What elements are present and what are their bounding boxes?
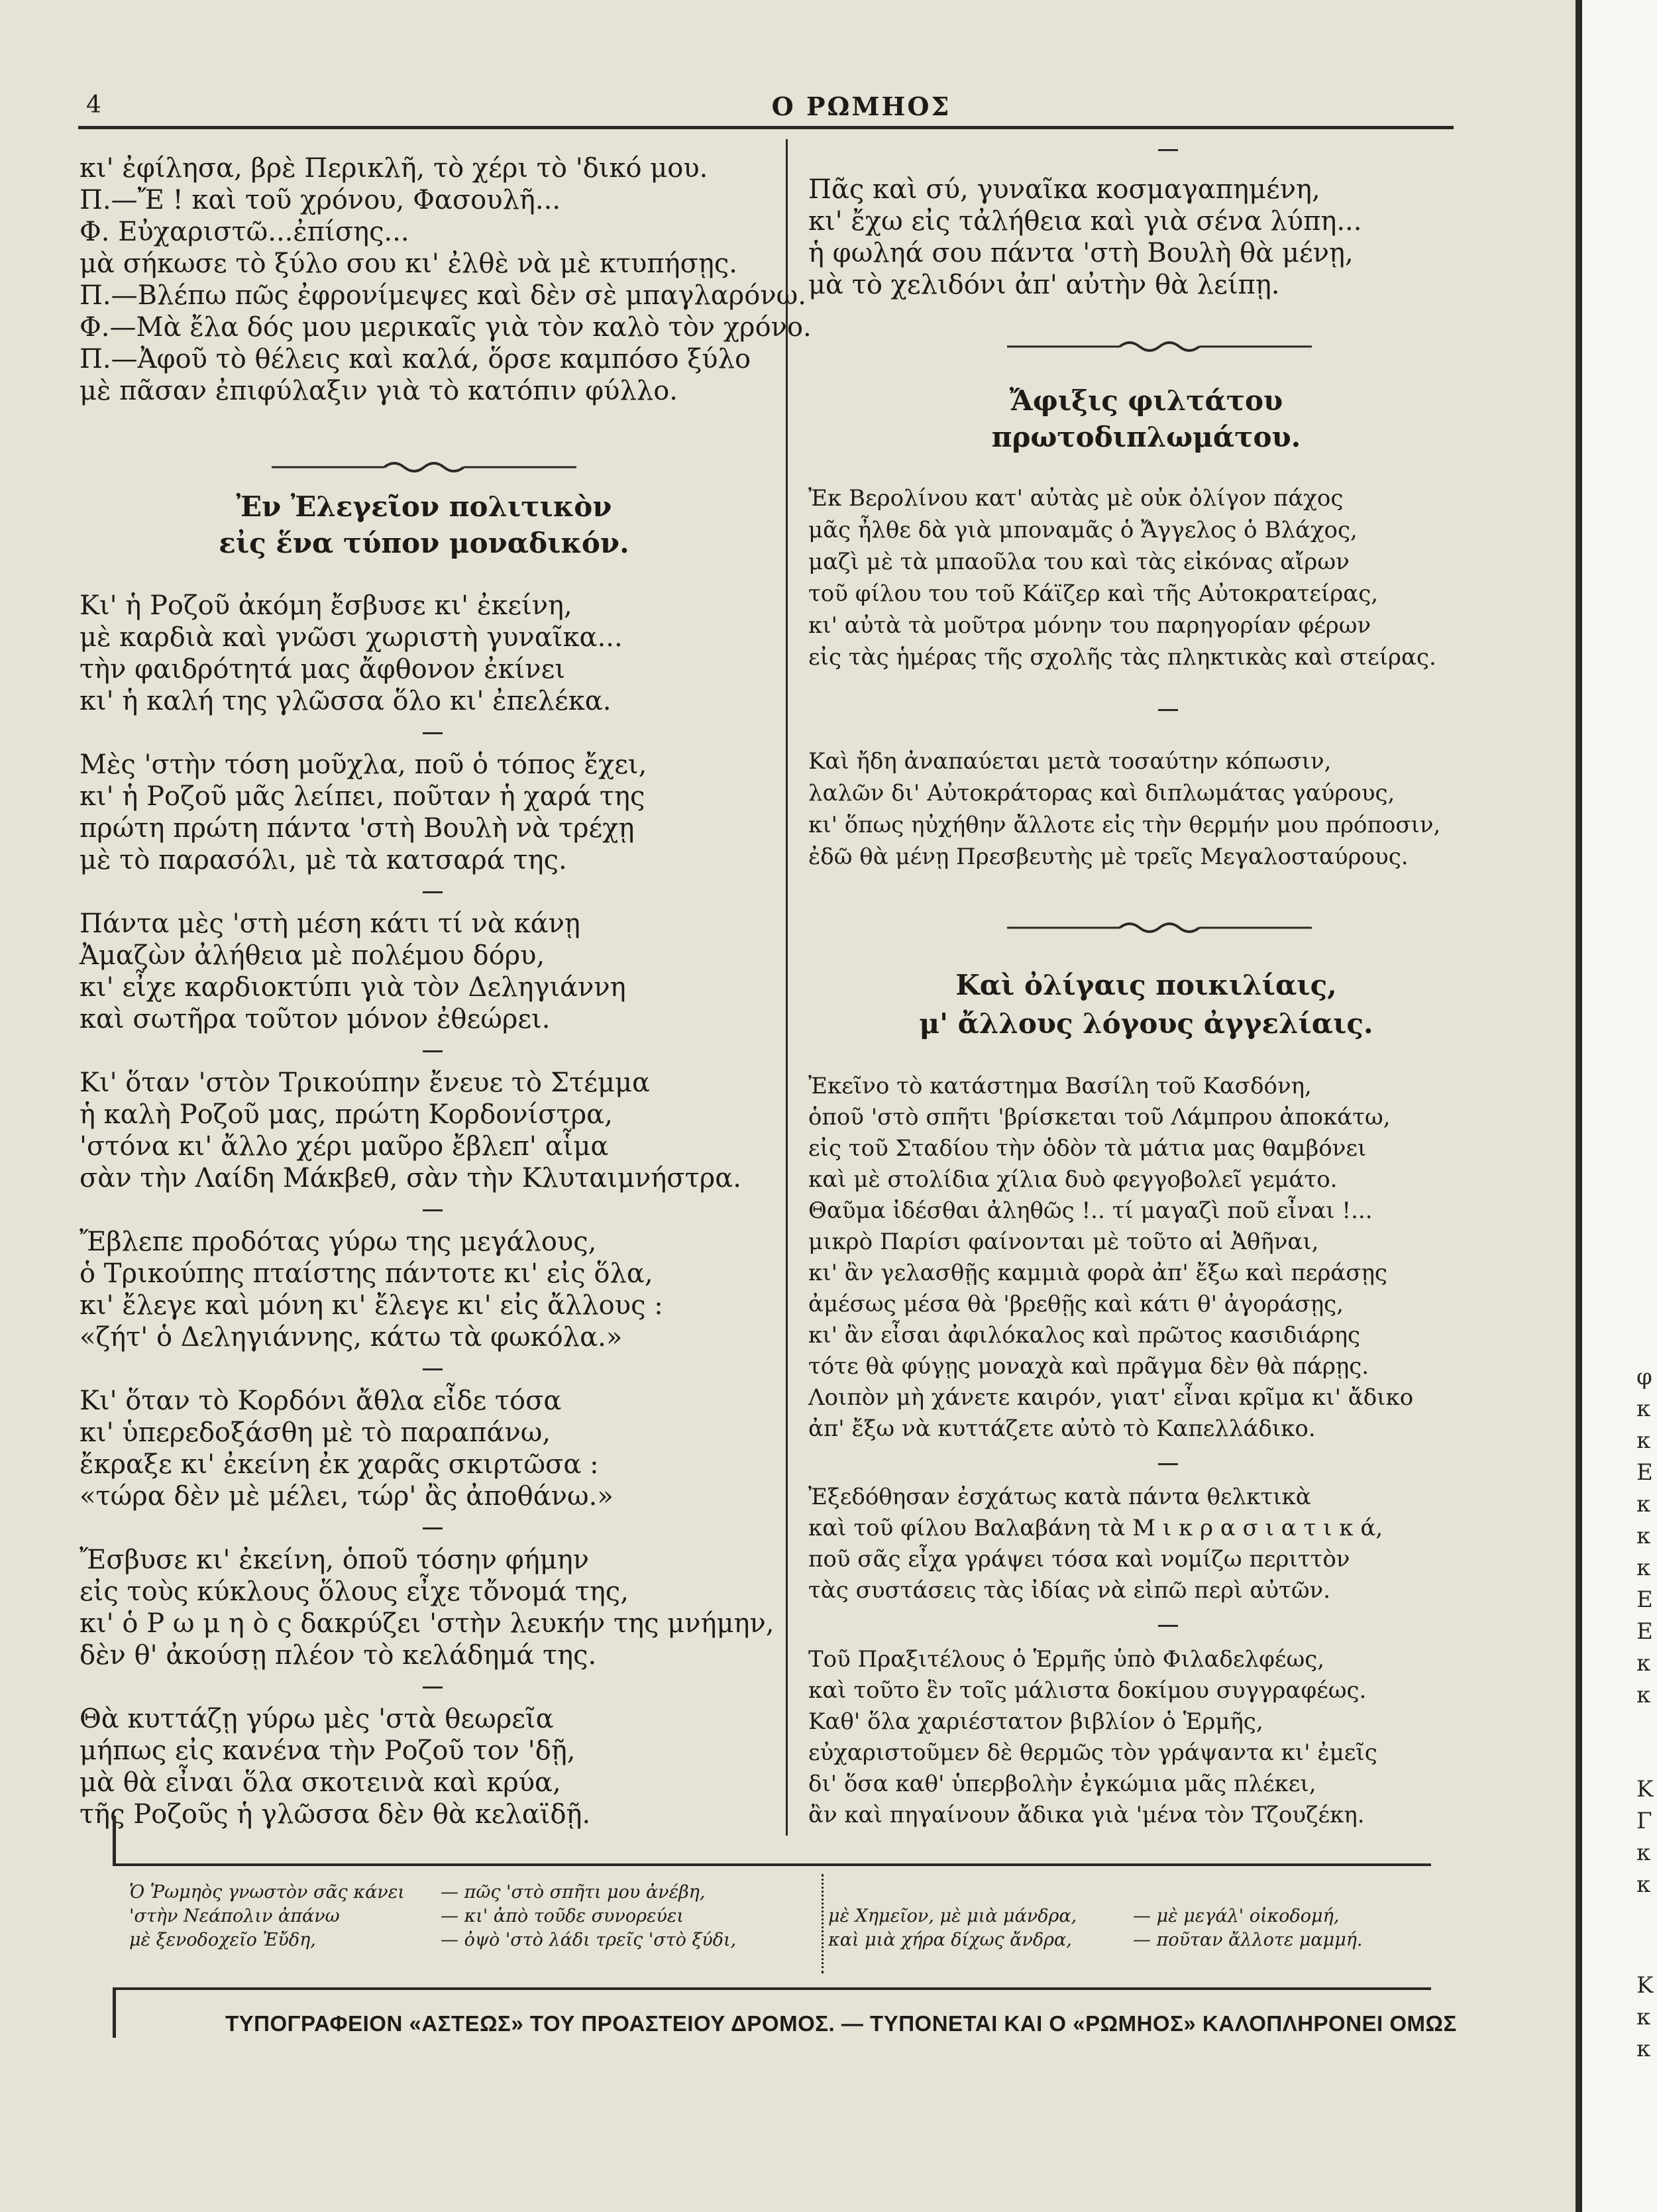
poem-line: λαλῶν δι' Αὐτοκράτορας καὶ διπλωμάτας γαύρους,: [808, 780, 1395, 806]
elegy-title: Ἐν Ἐλεγεῖον πολιτικὸν: [236, 490, 612, 523]
poem-line: Ἔβλεπε προδότας γύρω της μεγάλους,: [80, 1227, 597, 1257]
poem-line: Θὰ κυττάζῃ γύρω μὲς 'στὰ θεωρεῖα: [80, 1704, 554, 1734]
ornament-divider: [1007, 918, 1312, 938]
poem-line: καὶ σωτῆρα τοῦτον μόνον ἐθεώρει.: [80, 1004, 551, 1034]
stanza-dash: [423, 1368, 443, 1370]
footer-ad-line: — πῶς 'στὸ σπῆτι μου ἀνέβη,: [441, 1882, 706, 1903]
edge-letter: κ: [1636, 1555, 1651, 1581]
stanza-dash: [1158, 1463, 1178, 1465]
dialogue-line: κι' ἐφίλησα, βρὲ Περικλῆ, τὸ χέρι τὸ 'δικό μου.: [80, 153, 708, 184]
poem-line: κι' ἂν εἶσαι ἀφιλόκαλος καὶ πρῶτος κασιδιάρης: [808, 1322, 1361, 1349]
poem-line: μικρὸ Παρίσι φαίνονται μὲ τοῦτο αἱ Ἀθῆναι,: [808, 1229, 1319, 1255]
footer-ad-line: — ὀψὸ 'στὸ λάδι τρεῖς 'στὸ ξύδι,: [441, 1930, 737, 1950]
dialogue-line: Π.—Ἔ ! καὶ τοῦ χρόνου, Φασουλῆ...: [80, 185, 561, 215]
poem-line: καὶ τοῦτο ἓν τοῖς μάλιστα δοκίμου συγγραφέως.: [808, 1677, 1367, 1704]
edge-letter: φ: [1636, 1364, 1652, 1390]
poem-line: Κι' ὅταν τὸ Κορδόνι ἄθλα εἶδε τόσα: [80, 1386, 562, 1416]
poem-line: ἀπ' ἔξω νὰ κυττάζετε αὐτὸ τὸ Καπελλάδικο.: [808, 1415, 1316, 1442]
poem-line: τὴν φαιδρότητά μας ἄφθονον ἐκίνει: [80, 654, 566, 685]
edge-letter: Κ: [1636, 1776, 1654, 1802]
dialogue-line: μὰ σήκωσε τὸ ξύλο σου κι' ἐλθὲ νὰ μὲ κτυπήσῃς.: [80, 249, 737, 279]
poem-line: εἰς τοὺς κύκλους ὅλους εἶχε τὄνομά της,: [80, 1576, 629, 1607]
masthead: Ο ΡΩΜΗΟΣ: [771, 91, 951, 121]
footer-ad-line: μὲ Χημεῖον, μὲ μιὰ μάνδρα,: [828, 1906, 1077, 1926]
dialogue-line: Φ. Εὐχαριστῶ...ἐπίσης...: [80, 217, 409, 247]
poem-line: κι' ὁ Ρ ω μ η ὸ ς δακρύζει 'στὴν λευκήν της μνήμην,: [80, 1608, 775, 1639]
poem-line: Ἐξεδόθησαν ἐσχάτως κατὰ πάντα θελκτικὰ: [808, 1484, 1311, 1510]
poem-line: Λοιπὸν μὴ χάνετε καιρόν, γιατ' εἶναι κρῖμα κι' ἄδικο: [808, 1384, 1414, 1411]
poem-line: τοῦ φίλου του τοῦ Κάϊζερ καὶ τῆς Αὐτοκρατείρας,: [808, 581, 1379, 607]
poem-line: «ζήτ' ὁ Δεληγιάννης, κάτω τὰ φωκόλα.»: [80, 1322, 623, 1353]
poem-line: 'στόνα κι' ἄλλο χέρι μαῦρο ἔβλεπ' αἷμα: [80, 1131, 609, 1162]
stanza-dash: [423, 1687, 443, 1688]
stanza-dash: [423, 1209, 443, 1211]
poem-line: ὁ Τρικούπης πταίστης πάντοτε κι' εἰς ὅλα,: [80, 1258, 653, 1289]
poem-line: Πάντα μὲς 'στὴ μέση κάτι τί νὰ κάνῃ: [80, 909, 580, 939]
footer-ad-line: Ὁ Ῥωμηὸς γνωστὸν σᾶς κάνει: [129, 1882, 405, 1903]
poem-line: Καὶ ἤδη ἀναπαύεται μετὰ τοσαύτην κόπωσιν,: [808, 748, 1332, 775]
edge-letter: Κ: [1636, 1972, 1654, 1999]
printer-line: ΤΥΠΟΓΡΑΦΕΙΟΝ «ΑΣΤΕΩΣ» ΤΟΥ ΠΡΟΑΣΤΕΙΟΥ ΔΡΟΜΟΣ. — ΤΥΠΟΝΕΤΑΙ ΚΑΙ Ο «ΡΩΜΗΟΣ» ΚΑΛΟΠΛΗΡΟΝΕΙ ΟΜΩΣ: [225, 2011, 1457, 2036]
edge-letter: Ε: [1636, 1459, 1653, 1486]
footer-ad-line: — μὲ μεγάλ' οἰκοδομή,: [1133, 1906, 1340, 1926]
poem-line: ὁποῦ 'στὸ σπῆτι 'βρίσκεται τοῦ Λάμπρου ἀποκάτω,: [808, 1104, 1391, 1131]
poem-line: Θαῦμα ἰδέσθαι ἀληθῶς !.. τί μαγαζὶ ποῦ εἶναι !...: [808, 1197, 1373, 1224]
poem-line: ἐδῶ θὰ μένῃ Πρεσβευτὴς μὲ τρεῖς Μεγαλοσταύρους.: [808, 844, 1409, 870]
poem-line: Κι' ὅταν 'στὸν Τρικούπην ἔνευε τὸ Στέμμα: [80, 1068, 650, 1098]
poem-line: εὐχαριστοῦμεν δὲ θερμῶς τὸν γράψαντα κι' ἐμεῖς: [808, 1740, 1377, 1766]
edge-letter: κ: [1636, 2004, 1651, 2030]
poem-line: εἰς τὰς ἡμέρας τῆς σχολῆς τὰς πληκτικὰς καὶ στείρας.: [808, 644, 1436, 671]
poem-line: μὰ θὰ εἶναι ὅλα σκοτεινὰ καὶ κρύα,: [80, 1767, 561, 1798]
stanza-dash: [423, 732, 443, 734]
poem-line: κι' ἔλεγε καὶ μόνη κι' ἔλεγε κι' εἰς ἄλλους :: [80, 1290, 663, 1321]
header-rule: [78, 126, 1454, 129]
footer-ad-line: μὲ ξενοδοχεῖο Ἐὔδη,: [129, 1930, 316, 1950]
poem-line: σὰν τὴν Λαίδη Μάκβεθ, σὰν τὴν Κλυταιμνήστρα.: [80, 1163, 741, 1193]
ornament-divider: [1007, 337, 1312, 357]
poem-line: ἔκραξε κι' ἐκείνη ἐκ χαρᾶς σκιρτῶσα :: [80, 1449, 599, 1480]
column-rule: [786, 139, 788, 1836]
poem-line: δι' ὅσα καθ' ὑπερβολὴν ἐγκώμια μᾶς πλέκει,: [808, 1771, 1316, 1797]
arrival-title: Ἄφιξις φιλτάτου: [1009, 384, 1283, 417]
poem-line: μαζὶ μὲ τὰ μπαοῦλα του καὶ τὰς εἰκόνας αἴρων: [808, 549, 1350, 575]
poem-line: ἡ καλὴ Ροζοῦ μας, πρώτη Κορδονίστρα,: [80, 1099, 613, 1130]
stanza-dash: [1158, 149, 1178, 151]
page-number: 4: [86, 91, 101, 119]
poem-line: καὶ τοῦ φίλου Βαλαβάνη τὰ Μ ι κ ρ α σ ι α τ ι κ ά,: [808, 1515, 1383, 1541]
poem-line: κι' ἡ Ροζοῦ μᾶς λείπει, ποῦταν ἡ χαρά της: [80, 781, 645, 812]
announcements-title: Καὶ ὀλίγαις ποικιλίαις,: [955, 969, 1337, 1001]
footer-ad-line: — ποῦταν ἄλλοτε μαμμή.: [1133, 1930, 1363, 1950]
arrival-subtitle: πρωτοδιπλωμάτου.: [991, 421, 1301, 453]
edge-letter: κ: [1636, 1682, 1651, 1708]
poem-line: κι' ἔχω εἰς τἀλήθεια καὶ γιὰ σένα λύπη...: [808, 206, 1362, 237]
poem-line: Καθ' ὅλα χαριέστατον βιβλίον ὁ Ἑρμῆς,: [808, 1708, 1263, 1735]
ornament-divider: [272, 457, 576, 477]
poem-line: ἡ φωληά σου πάντα 'στὴ Βουλὴ θὰ μένῃ,: [808, 238, 1354, 268]
poem-line: πρώτη πρώτη πάντα 'στὴ Βουλὴ νὰ τρέχῃ: [80, 813, 635, 844]
poem-line: Πᾶς καὶ σύ, γυναῖκα κοσμαγαπημένη,: [808, 174, 1320, 205]
poem-line: κι' ὑπερεδοξάσθη μὲ τὸ παραπάνω,: [80, 1417, 551, 1448]
poem-line: ἂν καὶ πηγαίνουν ἄδικα γιὰ 'μένα τὸν Τζουζέκη.: [808, 1802, 1365, 1828]
announcements-subtitle: μ' ἄλλους λόγους ἀγγελίαις.: [919, 1007, 1373, 1040]
poem-line: δὲν θ' ἀκούσῃ πλέον τὸ κελάδημά της.: [80, 1640, 597, 1671]
poem-line: Κι' ἡ Ροζοῦ ἀκόμη ἔσβυσε κι' ἐκείνη,: [80, 590, 572, 621]
poem-line: κι' ὅπως ηὐχήθην ἄλλοτε εἰς τὴν θερμήν μου πρόποσιν,: [808, 812, 1441, 838]
poem-line: μήπως εἰς κανένα τὴν Ροζοῦ τον 'δῇ,: [80, 1736, 576, 1766]
edge-letter: κ: [1636, 1427, 1651, 1454]
poem-line: Ἔσβυσε κι' ἐκείνη, ὁποῦ τόσην φήμην: [80, 1545, 590, 1575]
footer-divider: [822, 1874, 824, 1973]
poem-line: κι' ἡ καλή της γλῶσσα ὅλο κι' ἐπελέκα.: [80, 686, 612, 716]
edge-letter: κ: [1636, 2036, 1651, 2062]
dialogue-line: Φ.—Μὰ ἔλα δός μου μερικαῖς γιὰ τὸν καλὸ τὸν χρόνο.: [80, 312, 812, 343]
poem-line: Μὲς 'στὴν τόση μοῦχλα, ποῦ ὁ τόπος ἔχει,: [80, 749, 647, 780]
stanza-dash: [1158, 1625, 1178, 1627]
poem-line: τῆς Ροζοῦς ἡ γλῶσσα δὲν θὰ κελαϊδῇ.: [80, 1799, 591, 1830]
edge-letter: κ: [1636, 1840, 1651, 1866]
poem-line: τὰς συστάσεις τὰς ἰδίας νὰ εἰπῶ περὶ αὐτῶν.: [808, 1577, 1331, 1604]
edge-letter: κ: [1636, 1650, 1651, 1677]
edge-letter: Ε: [1636, 1618, 1653, 1645]
poem-line: Ἀμαζὼν ἀλήθεια μὲ πολέμου δόρυ,: [80, 940, 545, 971]
edge-letter: κ: [1636, 1523, 1651, 1549]
poem-line: ἀμέσως μέσα θὰ 'βρεθῇς καὶ κάτι θ' ἀγοράσῃς,: [808, 1291, 1344, 1317]
poem-line: καὶ μὲ στολίδια χίλια δυὸ φεγγοβολεῖ γεμάτο.: [808, 1166, 1338, 1193]
edge-letter: κ: [1636, 1871, 1651, 1898]
footer-bracket: [113, 1816, 116, 1863]
poem-line: Τοῦ Πραξιτέλους ὁ Ἑρμῆς ὑπὸ Φιλαδελφέως,: [808, 1646, 1325, 1673]
footer-bracket: [113, 1988, 116, 2038]
poem-line: «τώρα δὲν μὲ μέλει, τώρ' ἂς ἀποθάνω.»: [80, 1481, 614, 1512]
poem-line: μὲ καρδιὰ καὶ γνῶσι χωριστὴ γυναῖκα...: [80, 622, 623, 653]
poem-line: μὰ τὸ χελιδόνι ἀπ' αὐτὴν θὰ λείπῃ.: [808, 270, 1280, 300]
poem-line: Ἐκ Βερολίνου κατ' αὐτὰς μὲ οὐκ ὀλίγον πάχος: [808, 485, 1344, 512]
footer-ad-line: — κι' ἀπὸ τοῦδε συνορεύει: [441, 1906, 684, 1926]
elegy-subtitle: εἰς ἕνα τύπον μοναδικόν.: [219, 527, 629, 559]
stanza-dash: [423, 1527, 443, 1529]
poem-line: κι' ἂν γελασθῇς καμμιὰ φορὰ ἀπ' ἔξω καὶ περάσῃς: [808, 1260, 1387, 1286]
edge-letter: Γ: [1636, 1808, 1652, 1834]
dialogue-line: μὲ πᾶσαν ἐπιφύλαξιν γιὰ τὸ κατόπιν φύλλο.: [80, 376, 678, 406]
stanza-dash: [423, 1050, 443, 1052]
footer-ad-line: καὶ μιὰ χήρα δίχως ἄνδρα,: [828, 1930, 1072, 1950]
footer-ad-line: 'στὴν Νεάπολιν ἀπάνω: [129, 1906, 340, 1926]
edge-letter: Ε: [1636, 1586, 1653, 1613]
poem-line: τότε θὰ φύγῃς μοναχὰ καὶ πρᾶγμα δὲν θὰ πάρῃς.: [808, 1353, 1369, 1380]
poem-line: μὲ τὸ παρασόλι, μὲ τὰ κατσαρά της.: [80, 845, 567, 875]
edge-letter: κ: [1636, 1396, 1651, 1422]
stanza-dash: [1158, 709, 1178, 711]
poem-line: μᾶς ἦλθε δὰ γιὰ μποναμᾶς ὁ Ἄγγελος ὁ Βλάχος,: [808, 517, 1358, 543]
dialogue-line: Π.—Βλέπω πῶς ἐφρονίμεψες καὶ δὲν σὲ μπαγλαρόνω.: [80, 280, 806, 311]
stanza-dash: [423, 891, 443, 893]
poem-line: ποῦ σᾶς εἶχα γράψει τόσα καὶ νομίζω περιττὸν: [808, 1546, 1350, 1573]
edge-letter: κ: [1636, 1491, 1651, 1518]
dialogue-line: Π.—Ἀφοῦ τὸ θέλεις καὶ καλά, ὅρσε καμπόσο ξύλο: [80, 344, 751, 374]
poem-line: κι' αὐτὰ τὰ μοῦτρα μόνην του παρηγορίαν φέρων: [808, 612, 1371, 639]
poem-line: κι' εἶχε καρδιοκτύπι γιὰ τὸν Δεληγιάννη: [80, 972, 626, 1003]
poem-line: εἰς τοῦ Σταδίου τὴν ὁδὸν τὰ μάτια μας θαμβόνει: [808, 1135, 1367, 1162]
poem-line: Ἐκεῖνο τὸ κατάστημα Βασίλη τοῦ Κασδόνη,: [808, 1073, 1312, 1099]
